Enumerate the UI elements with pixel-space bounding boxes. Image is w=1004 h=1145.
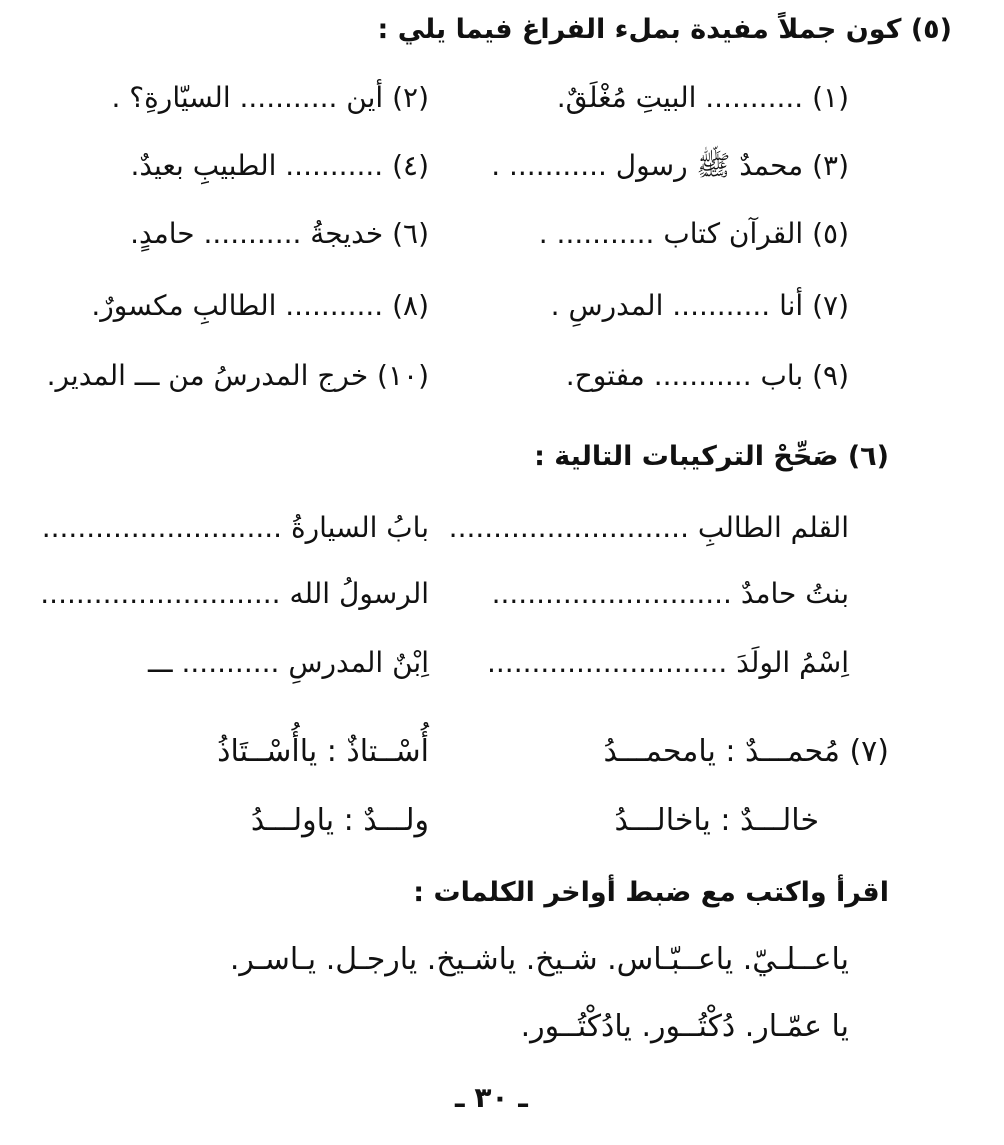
ex7-line-2: يا عمّـار. دُكْتُــور. يادُكْتُــور.	[520, 1009, 849, 1044]
ex7-item-3: خالـــدٌ : ياخالـــدُ	[614, 803, 819, 838]
ex5-item-9: (٩) باب ........... مفتوح.	[565, 359, 849, 392]
page-number: ـ ٣٠ ـ	[455, 1081, 528, 1114]
exercise-6-heading: (٦) صَحِّحْ التركيبات التالية :	[534, 441, 889, 472]
ex7-item-1: (٧) مُحمـــدٌ : يامحمـــدُ	[603, 734, 889, 769]
ex6-item-1: القلم الطالبِ ...........................	[448, 511, 849, 544]
ex5-item-3: (٣) محمدٌ ﷺ رسول ........... .	[491, 149, 849, 182]
ex5-item-4: (٤) ........... الطبيبِ بعيدٌ.	[130, 149, 429, 182]
ex7-instruction: اقرأ واكتب مع ضبط أواخر الكلمات :	[413, 877, 889, 908]
ex5-item-8: (٨) ........... الطالبِ مكسورٌ.	[91, 289, 429, 322]
ex6-item-4: الرسولُ الله ...........................	[40, 577, 429, 610]
ex7-line-1: ياعــلـيّ. ياعــبّـاس. شـيخ. ياشـيخ. يارجـل. يـاسـر.	[229, 942, 849, 977]
ex5-item-6: (٦) خديجةُ ........... حامدٍ.	[130, 217, 429, 250]
ex5-item-10: (١٠) خرج المدرسُ من ـــ المدير.	[46, 359, 429, 392]
ex6-item-3: بنتُ حامدٌ ...........................	[491, 577, 849, 610]
ex7-item-4: ولـــدٌ : ياولـــدُ	[250, 803, 429, 838]
ex6-item-6: اِبْنٌ المدرسِ ........... ـــ	[148, 646, 429, 679]
exercise-5-heading: (٥) كون جملاً مفيدة بملء الفراغ فيما يلي :	[377, 14, 952, 45]
ex5-item-1: (١) ........... البيتِ مُغْلَقٌ.	[556, 81, 849, 114]
ex5-item-5: (٥) القرآن كتاب ........... .	[538, 217, 849, 250]
ex5-item-2: (٢) أين ........... السيّارةِ؟ .	[111, 81, 429, 114]
ex6-item-5: اِسْمُ الولَدَ ...........................	[487, 646, 849, 679]
ex7-item-2: أُسْــتاذٌ : ياأُسْــتَاذُ	[217, 734, 429, 769]
ex6-item-2: بابُ السيارةُ ...........................	[41, 511, 429, 544]
ex5-item-7: (٧) أنا ........... المدرسِ .	[550, 289, 849, 322]
